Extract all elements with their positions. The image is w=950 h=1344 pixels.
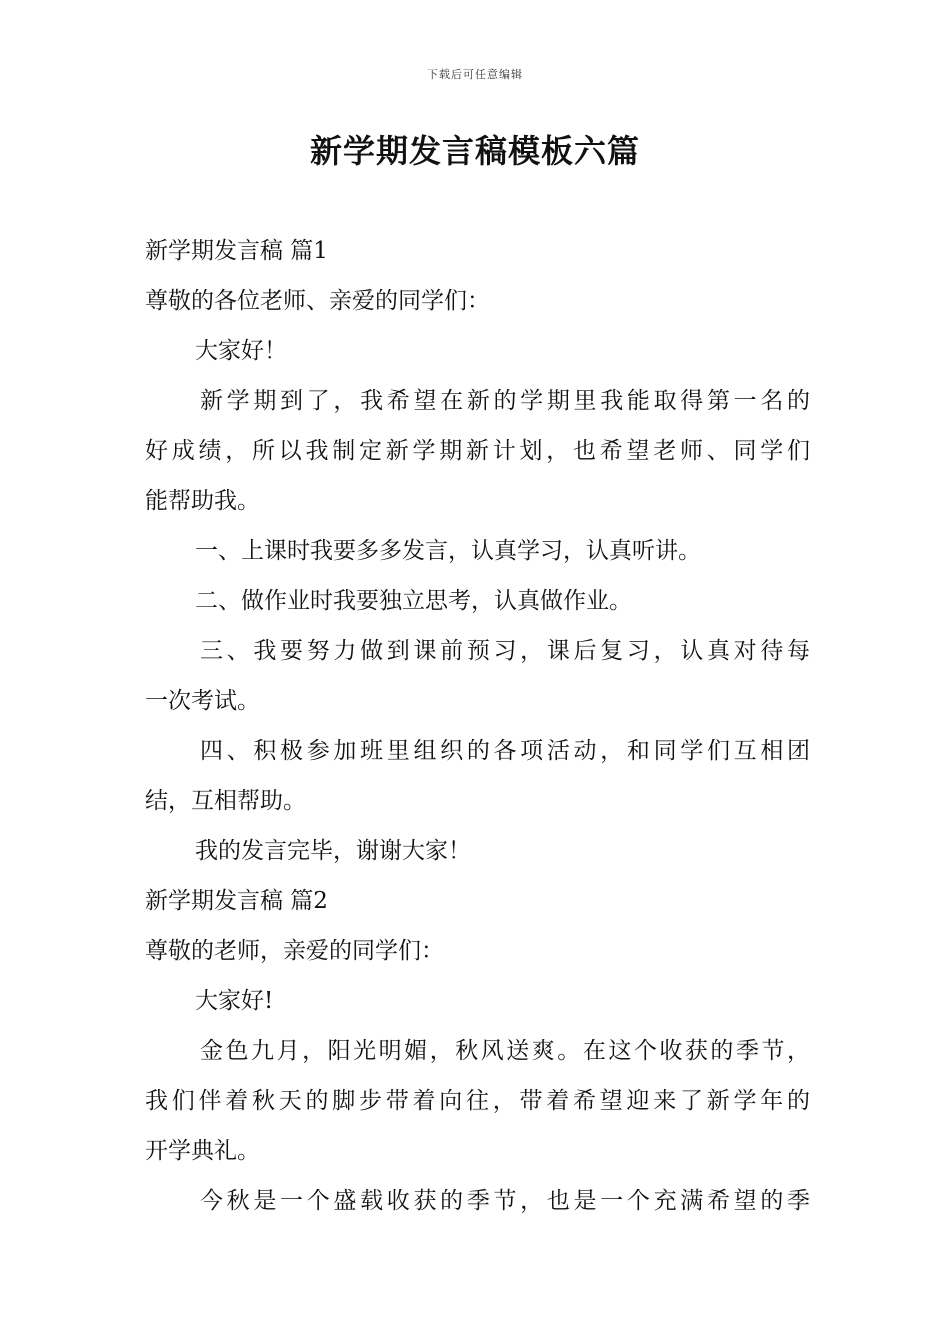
plan-item-4: 四、积极参加班里组织的各项活动，和同学们互相团 [200,738,810,764]
paragraph-line: 开学典礼。 [145,1138,260,1164]
greeting: 大家好! [195,988,274,1014]
plan-item-3: 三、我要努力做到课前预习，课后复习，认真对待每 [200,638,810,664]
header-note: 下载后可任意编辑 [427,68,523,81]
document-title: 新学期发言稿模板六篇 [309,132,640,170]
paragraph-line: 新学期到了，我希望在新的学期里我能取得第一名的 [200,388,810,414]
paragraph-line: 一次考试。 [145,688,260,714]
plan-item-2: 二、做作业时我要独立思考，认真做作业。 [195,588,632,614]
section-heading-1: 新学期发言稿 篇1 [145,238,328,264]
salutation: 尊敬的各位老师、亲爱的同学们： [145,288,490,314]
paragraph-line: 金色九月，阳光明媚，秋风送爽。在这个收获的季节， [200,1038,810,1064]
greeting: 大家好！ [195,338,287,364]
section-heading-2: 新学期发言稿 篇2 [145,888,328,914]
paragraph-line: 今秋是一个盛载收获的季节，也是一个充满希望的季 [200,1188,810,1214]
salutation: 尊敬的老师，亲爱的同学们： [145,938,444,964]
paragraph-line: 好成绩，所以我制定新学期新计划，也希望老师、同学们 [145,438,810,464]
closing-line: 我的发言完毕，谢谢大家！ [195,838,471,864]
plan-item-1: 一、上课时我要多多发言，认真学习，认真听讲。 [195,538,701,564]
paragraph-line: 结，互相帮助。 [145,788,306,814]
paragraph-line: 我们伴着秋天的脚步带着向往，带着希望迎来了新学年的 [145,1088,810,1114]
document-body [145,226,810,1226]
paragraph-line: 能帮助我。 [145,488,260,514]
